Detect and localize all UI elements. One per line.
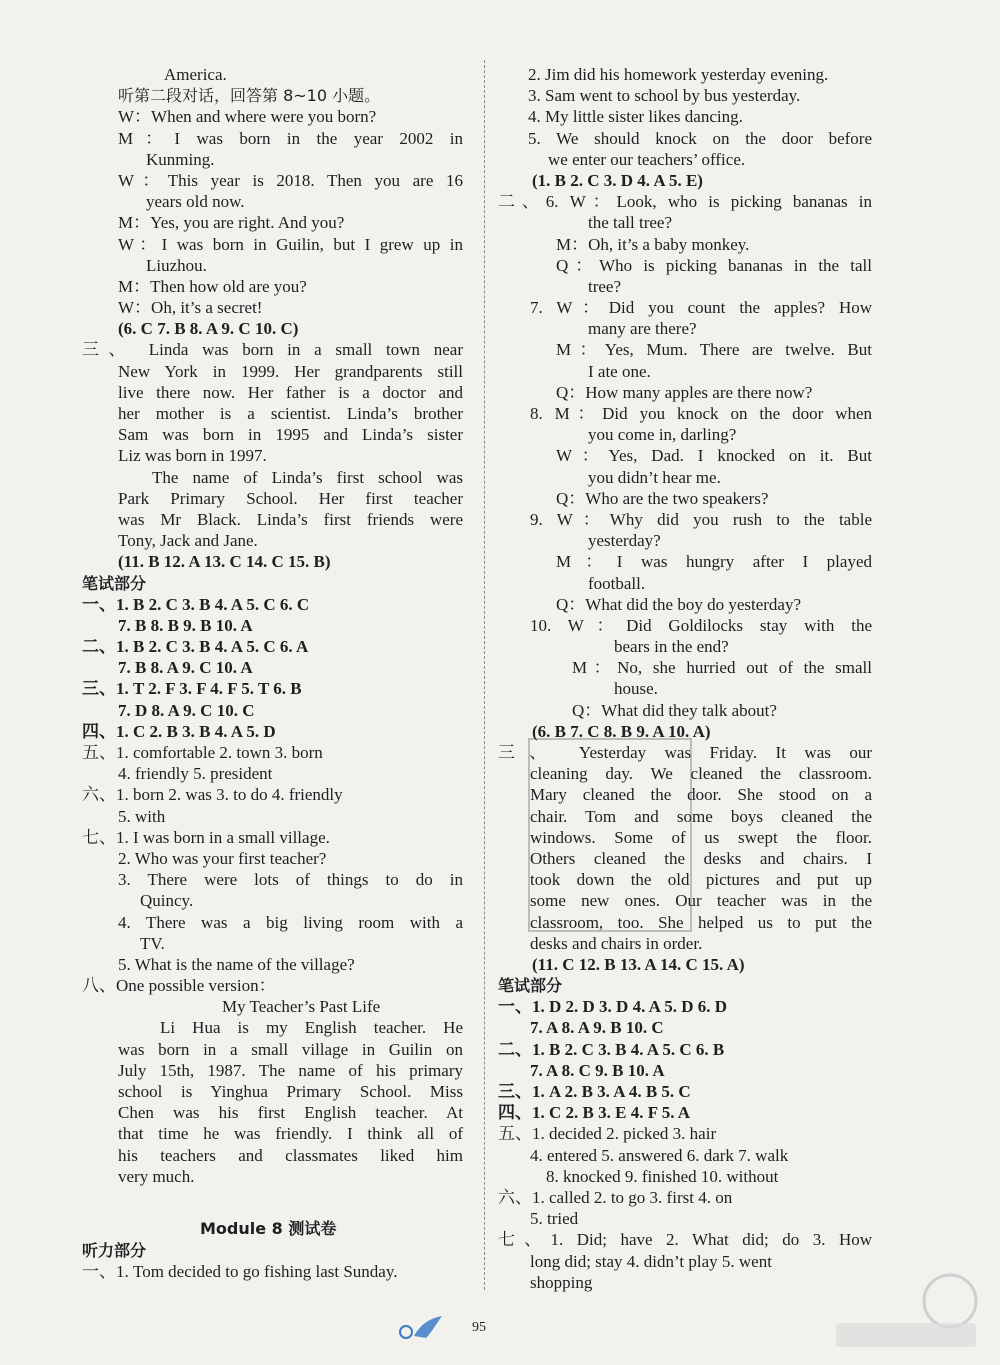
dialogue-line: M：No, she hurried out of the small bbox=[572, 658, 872, 678]
answer-line: 4. friendly 5. president bbox=[118, 764, 273, 784]
dialogue-line: M：I was hungry after I played bbox=[556, 552, 872, 572]
dialogue-line: M：Then how old are you? bbox=[118, 276, 307, 296]
answer-line: (6. C 7. B 8. A 9. C 10. C) bbox=[118, 319, 299, 339]
essay-line: that time he was friendly. I think all of bbox=[118, 1124, 463, 1144]
answer-line: 二、1. B 2. C 3. B 4. A 5. C 6. A bbox=[82, 637, 309, 657]
answer-line: TV. bbox=[140, 933, 165, 953]
answer-line: 六、1. called 2. to go 3. first 4. on bbox=[498, 1187, 733, 1207]
answer-line: 4. There was a big living room with a bbox=[118, 912, 463, 932]
passage-line: 三、 Yesterday was Friday. It was our bbox=[498, 743, 872, 762]
module-title-text: Module 8 测试卷 bbox=[200, 1219, 337, 1238]
column-divider bbox=[484, 60, 486, 1290]
answer-line: 一、1. D 2. D 3. D 4. A 5. D 6. D bbox=[498, 997, 728, 1017]
dialogue-line: Q：Who are the two speakers? bbox=[556, 488, 769, 508]
dialogue-line: Q：What did the boy do yesterday? bbox=[556, 594, 802, 614]
answer-line: 七、1. Did; have 2. What did; do 3. How bbox=[498, 1230, 872, 1250]
passage-line: chair. Tom and some boys cleaned the bbox=[530, 806, 872, 826]
module-title bbox=[200, 1216, 460, 1240]
passage-line: Park Primary School. Her first teacher bbox=[118, 488, 463, 508]
passage-line: 三、 Linda was born in a small town near bbox=[82, 340, 463, 360]
left-column-tail bbox=[82, 1240, 472, 1282]
passage-line: The name of Linda’s first school was bbox=[152, 467, 463, 487]
dialogue-line: I ate one. bbox=[588, 361, 651, 381]
dialogue-line: Liuzhou. bbox=[146, 255, 207, 275]
dialogue-line: W：This year is 2018. Then you are 16 bbox=[118, 170, 463, 190]
answer-line: shopping bbox=[530, 1272, 593, 1292]
answer-line: long did; stay 4. didn’t play 5. went bbox=[530, 1251, 772, 1271]
answer-line: 八、One possible version： bbox=[82, 976, 276, 996]
answer-line: 六、1. born 2. was 3. to do 4. friendly bbox=[82, 785, 343, 805]
section-heading: 听力部分 bbox=[82, 1241, 147, 1260]
essay-line: very much. bbox=[118, 1166, 195, 1186]
dialogue-line: W：Oh, it’s a secret! bbox=[118, 298, 263, 318]
answer-line: 4. entered 5. answered 6. dark 7. walk bbox=[530, 1145, 789, 1165]
passage-line: New York in 1999. Her grandparents still bbox=[118, 361, 463, 381]
text-line: America. bbox=[164, 65, 227, 84]
dialogue-line: Kunming. bbox=[146, 149, 215, 169]
answer-line: 7. A 8. A 9. B 10. C bbox=[530, 1018, 664, 1038]
section-heading: 笔试部分 bbox=[498, 976, 563, 996]
answer-line: 一、1. Tom decided to go fishing last Sunday. bbox=[82, 1262, 398, 1282]
dialogue-line: years old now. bbox=[146, 192, 245, 212]
passage-line: some new ones. Our teacher was in the bbox=[530, 891, 872, 911]
dialogue-line: 二、6. W：Look, who is picking bananas in bbox=[498, 192, 872, 212]
passage-line: classroom, too. She helped us to put the bbox=[530, 912, 872, 932]
answer-line: 7. B 8. B 9. B 10. A bbox=[118, 615, 253, 635]
answer-line: (11. B 12. A 13. C 14. C 15. B) bbox=[118, 552, 331, 572]
essay-line: was born in a small village in Guilin on bbox=[118, 1039, 463, 1059]
right-column bbox=[498, 64, 872, 1293]
answer-line: Quincy. bbox=[140, 891, 194, 911]
dialogue-line: house. bbox=[614, 679, 658, 699]
dialogue-line: 8. M：Did you knock on the door when bbox=[530, 404, 872, 423]
answer-line: 5. tried bbox=[530, 1209, 579, 1229]
answer-line: 二、1. B 2. C 3. B 4. A 5. C 6. B bbox=[498, 1039, 725, 1059]
dialogue-line: you come in, darling? bbox=[588, 425, 737, 445]
dialogue-line: tree? bbox=[588, 276, 622, 296]
stamp-mark bbox=[528, 738, 692, 932]
answer-line: 5. We should knock on the door before bbox=[528, 128, 872, 148]
answer-line: 一、1. B 2. C 3. B 4. A 5. C 6. C bbox=[82, 594, 310, 614]
answer-line: 5. What is the name of the village? bbox=[118, 954, 355, 974]
passage-line: cleaning day. We cleaned the classroom. bbox=[530, 764, 872, 784]
passage-line: Tony, Jack and Jane. bbox=[118, 531, 258, 551]
essay-line: Chen was his first English teacher. At bbox=[118, 1103, 463, 1123]
passage-line: windows. Some of us swept the floor. bbox=[530, 827, 872, 847]
passage-line: Liz was born in 1997. bbox=[118, 446, 267, 466]
dialogue-line: M：Oh, it’s a baby monkey. bbox=[556, 234, 750, 254]
answer-line: 七、1. I was born in a small village. bbox=[82, 827, 330, 847]
answer-line: 四、1. C 2. B 3. B 4. A 5. D bbox=[82, 721, 276, 741]
answer-line: (11. C 12. B 13. A 14. C 15. A) bbox=[532, 954, 745, 974]
essay-line: school is Yinghua Primary School. Miss bbox=[118, 1082, 463, 1101]
dialogue-line: 7. W：Did you count the apples? How bbox=[530, 298, 872, 318]
section-instruction: 听第二段对话，回答第 8~10 小题。 bbox=[118, 86, 381, 106]
passage-line: Mary cleaned the door. She stood on a bbox=[530, 785, 872, 805]
answer-line: 4. My little sister likes dancing. bbox=[528, 107, 743, 127]
answer-line: 7. D 8. A 9. C 10. C bbox=[118, 700, 255, 720]
essay-title: My Teacher’s Past Life bbox=[222, 997, 381, 1017]
dialogue-line: M：I was born in the year 2002 in bbox=[118, 128, 463, 148]
answer-line: (6. B 7. C 8. B 9. A 10. A) bbox=[532, 721, 711, 741]
answer-line: 5. with bbox=[118, 806, 166, 826]
section-heading: 笔试部分 bbox=[82, 573, 147, 593]
answer-line: 五、1. decided 2. picked 3. hair bbox=[498, 1124, 717, 1144]
dialogue-line: Q：What did they talk about? bbox=[572, 700, 777, 720]
passage-line: her mother is a scientist. Linda’s brother bbox=[118, 404, 463, 423]
page-number: 95 bbox=[472, 1320, 486, 1335]
dialogue-line: W：Yes, Dad. I knocked on it. But bbox=[556, 446, 872, 466]
answer-line: 三、1. A 2. B 3. A 4. B 5. C bbox=[498, 1082, 691, 1101]
essay-line: July 15th, 1987. The name of his primary bbox=[118, 1060, 463, 1080]
answer-line: 7. B 8. A 9. C 10. A bbox=[118, 658, 253, 678]
answer-line: we enter our teachers’ office. bbox=[548, 149, 746, 169]
dialogue-line: W：When and where were you born? bbox=[118, 107, 377, 127]
answer-line: 3. There were lots of things to do in bbox=[118, 870, 463, 890]
answer-line: 三、1. T 2. F 3. F 4. F 5. T 6. B bbox=[82, 679, 302, 699]
dialogue-line: 10. W：Did Goldilocks stay with the bbox=[530, 615, 872, 635]
dialogue-line: football. bbox=[588, 573, 646, 593]
dialogue-line: M：Yes, Mum. There are twelve. But bbox=[556, 340, 872, 360]
dialogue-line: Q：Who is picking bananas in the tall bbox=[556, 255, 872, 275]
passage-line: Others cleaned the desks and chairs. I bbox=[530, 848, 872, 868]
answer-line: 五、1. comfortable 2. town 3. born bbox=[82, 743, 323, 762]
dialogue-line: W：I was born in Guilin, but I grew up in bbox=[118, 234, 463, 254]
dialogue-line: the tall tree? bbox=[588, 213, 673, 233]
passage-line: was Mr Black. Linda’s first friends were bbox=[118, 509, 463, 529]
answer-line: 3. Sam went to school by bus yesterday. bbox=[528, 86, 801, 106]
answer-line: 8. knocked 9. finished 10. without bbox=[546, 1166, 779, 1186]
dialogue-line: bears in the end? bbox=[614, 637, 729, 657]
dialogue-line: you didn’t hear me. bbox=[588, 467, 721, 487]
passage-line: took down the old pictures and put up bbox=[530, 870, 872, 890]
dialogue-line: many are there? bbox=[588, 319, 697, 339]
watermark-logo-icon bbox=[830, 1265, 980, 1355]
left-column bbox=[82, 64, 463, 1187]
passage-line: Sam was born in 1995 and Linda’s sister bbox=[118, 425, 463, 445]
answer-line: 2. Jim did his homework yesterday evening. bbox=[528, 65, 829, 84]
dialogue-line: 9. W：Why did you rush to the table bbox=[530, 509, 872, 529]
dialogue-line: yesterday? bbox=[588, 531, 661, 551]
passage-line: live there now. Her father is a doctor and bbox=[118, 382, 463, 402]
publisher-logo-icon bbox=[396, 1312, 452, 1342]
dialogue-line: M：Yes, you are right. And you? bbox=[118, 213, 345, 233]
essay-line: Li Hua is my English teacher. He bbox=[160, 1018, 463, 1038]
answer-line: 2. Who was your first teacher? bbox=[118, 848, 327, 868]
answer-line: (1. B 2. C 3. D 4. A 5. E) bbox=[532, 170, 703, 190]
passage-line: desks and chairs in order. bbox=[530, 933, 703, 953]
answer-line: 四、1. C 2. B 3. E 4. F 5. A bbox=[498, 1103, 691, 1123]
essay-line: his teachers and classmates liked him bbox=[118, 1145, 463, 1165]
answer-line: 7. A 8. C 9. B 10. A bbox=[530, 1060, 665, 1080]
dialogue-line: Q：How many apples are there now? bbox=[556, 382, 813, 402]
